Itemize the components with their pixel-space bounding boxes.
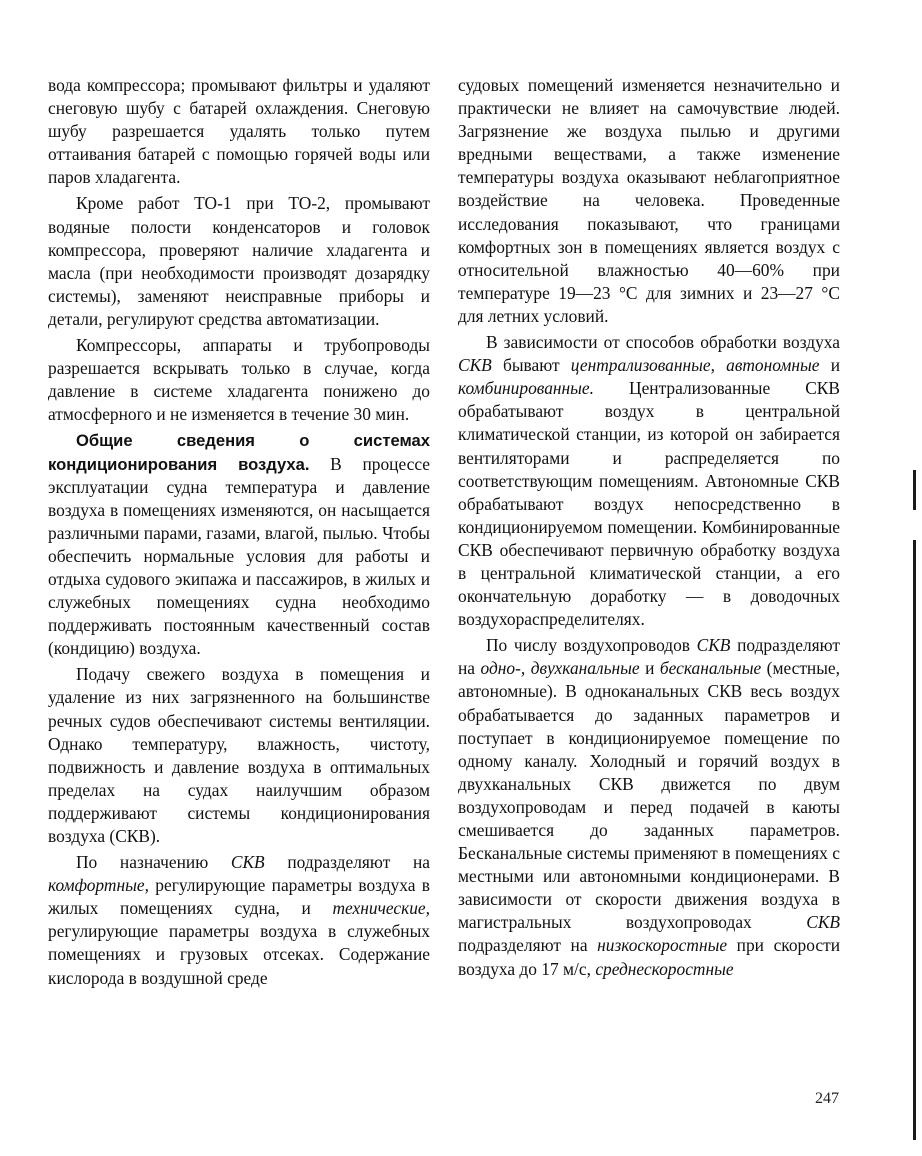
paragraph-continuation: вода компрессора; промывают фильтры и удаляют снеговую шубу с батарей охлаждения. Снеговую шубу разрешается удалять только путем оттаивания батарей с помощью горячей воды или паров хладагента. [48,75,430,188]
text-run: (местные, автономные). В одноканальных СКВ весь воздух обрабатывается до заданных параметров и поступает в кондиционируемое помещение по одному каналу. Холодный и горячий воздух в двухканальных СКВ движется по двум воздухопроводам и перед подачей в каюты смешивается до заданных параметров. Бесканальные системы применяют в помещениях с местными или автономными кондиционерами. В зависимости от скорости движения воздуха в магистральных воздухопроводах [458,658,840,933]
term-low-speed: низкоскоростные [597,935,728,956]
left-column [48,74,430,990]
text-run: и [819,355,841,376]
term-comfort: комфортные, [48,875,149,896]
paragraph-ducts [458,634,840,980]
text-run: По назначению [76,852,231,873]
paragraph-purpose [48,851,430,990]
text-run: подразделяют на [458,635,840,679]
scan-edge-mark [913,540,916,1140]
text-run: бывают [491,355,571,376]
paragraph-processing-types [458,331,840,631]
term-channelless: бесканальные [659,658,762,679]
term-skv: СКВ [458,355,492,376]
text-run: По числу воздухопроводов [486,635,697,656]
paragraph-comfort-zones: судовых помещений изменяется незначительно и практически не влияет на самочувствие людей. Загрязнение же воздуха пылью и другими вредными веществами, а также изменение температуры воздуха оказывают неблагоприятное воздействие на человека. Проведенные исследования показывают, что границами комфортных зон в помещениях является воздух с относительной влажностью 40—60% при температуре 19—23 °С для зимних и 23—27 °С для летних условий. [458,75,840,326]
scan-edge-mark [913,470,916,510]
text-run: регулирующие параметры воздуха в служебных помещениях и грузовых отсеках. Содержание кислорода в воздушной среде [48,921,430,988]
text-run: регулирующие параметры воздуха в жилых помещениях судна, и [48,875,430,919]
paragraph-general-info [48,429,430,660]
right-column [458,74,840,981]
term-mid-speed: среднескоростные [595,958,734,979]
term-skv: СКВ [230,852,265,873]
text-run: при скорости воздуха до 17 м/с, [458,935,840,979]
term-one-two-channel: одно-, двухканальные [480,658,640,679]
section-text: В процессе эксплуатации судна температура и давление воздуха в помещениях изменяются, он насыщается различными парами, газами, влагой, пылью. Чтобы обеспечить нормальные условия для работы и отдыха судового экипажа и пассажиров, в жилых и служебных помещениях судна необходимо поддерживать постоянным качественный состав (кондицию) воздуха. [48,453,431,659]
text-run: и [639,658,660,679]
text-run: подразделяют на [264,852,430,873]
text-run: подразделяют на [458,935,598,956]
term-skv: СКВ [806,912,840,933]
section-heading: Общие сведения о системах кондиционирования воздуха. [48,431,430,474]
term-combined: комбинированные. [458,378,594,399]
page-number: 247 [815,1090,839,1107]
text-run: Централизованные СКВ обрабатывают воздух в центральной климатической станции, из которой он забирается вентиляторами и распределяется по соответствующим помещениям. Автономные СКВ обрабатывают воздух непосредственно в кондиционируемом помещении. Комбинированные СКВ обеспечивают первичную обработку воздуха в центральной климатической станции, а его окончательную доработку — в доводочных воздухораспределителях. [458,378,840,630]
paragraph-ventilation: Подачу свежего воздуха в помещения и удаление из них загрязненного на большинстве речных судов обеспечивают системы вентиляции. Однако температуру, влажность, чистоту, подвижность и давление воздуха в оптимальных пределах на судах наилучшим образом поддерживают системы кондиционирования воздуха (СКВ). [48,664,430,846]
text-run: В зависимости от способов обработки воздуха [486,332,840,353]
paragraph-opening-rules: Компрессоры, аппараты и трубопроводы разрешается вскрывать только в случае, когда давление в системе хладагента понижено до атмосферного и не изменяется в течение 30 мин. [48,335,430,425]
term-centralized: централизованные, автономные [570,355,820,376]
paragraph-maintenance: Кроме работ ТО-1 при ТО-2, промывают водяные полости конденсаторов и головок компрессора, проверяют наличие хладагента и масла (при необходимости производят дозарядку системы), заменяют неисправные приборы и детали, регулируют средства автоматизации. [48,193,430,329]
term-skv: СКВ [696,635,731,656]
term-technical: технические, [332,898,430,919]
